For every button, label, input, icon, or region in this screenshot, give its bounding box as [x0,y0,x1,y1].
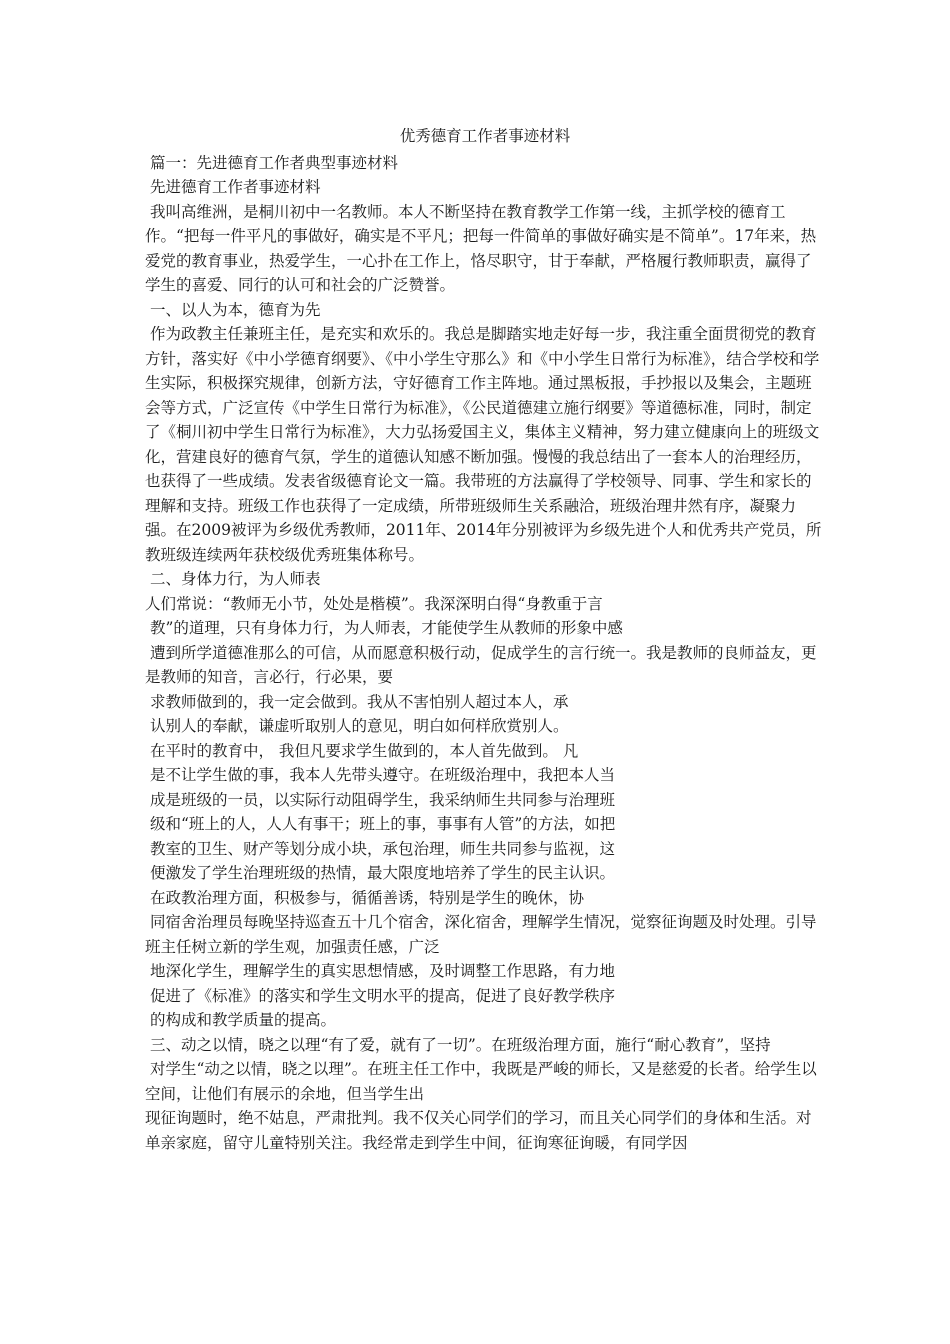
text-paragraph: 教”的道理，只有身体力行，为人师表，才能使学生从教师的形象中感 [145,619,623,637]
text-paragraph: 地深化学生，理解学生的真实思想情感，及时调整工作思路，有力地 [145,962,615,980]
document-page [145,124,825,1155]
text-paragraph: 对学生“动之以情，晓之以理”。在班主任工作中，我既是严峻的师长，又是慈爱的长者。给学生以空间，让他们有展示的余地，但当学生出 [145,1060,817,1103]
text-paragraph: 的构成和教学质量的提高。 [145,1011,336,1029]
text-paragraph: 成是班级的一员，以实际行动阻碍学生，我采纳师生共同参与治理班 [145,790,615,809]
text-paragraph: 人们常说：“教师无小节，处处是楷模”。我深深明白得“身教重于言 [145,594,603,613]
text-paragraph: 求教师做到的，我一定会做到。我从不害怕别人超过本人，承 [145,692,569,711]
text-paragraph: 二、身体力行，为人师表 [145,570,321,588]
text-paragraph: 先进德育工作者事迹材料 [145,178,321,196]
text-paragraph: 同宿舍治理员每晚坚持巡查五十几个宿舍，深化宿舍，理解学生情况，觉察征询题及时处理。引导班主任树立新的学生观，加强责任感，广泛 [145,913,817,956]
document-title: 优秀德育工作者事迹材料 [399,127,571,145]
text-paragraph: 作为政教主任兼班主任，是充实和欢乐的。我总是脚踏实地走好每一步，我注重全面贯彻党的教育方针，落实好《中小学德育纲要》、《中小学生守那么》和《中小学生日常行为标准》，结合学校和学生实际，积极探究规律，创新方法，守好德育工作主阵地。通过黑板报，手抄报以及集会，主题班会等方式，广泛宣传《中学生日常行为标准》，《公民道德建立施行纲要》等道德标准，同时，制定了《桐川初中学生日常行为标准》，大力弘扬爱国主义，集体主义精神，努力建立健康向上的班级文化，营建良好的德育气氛，学生的道德认知感不断加强。慢慢的我总结出了一套本人的治理经历，也获得了一些成绩。发表省级德育论文一篇。我带班的方法赢得了学校领导、同事、学生和家长的理解和支持。班级工作也获得了一定成绩，所带班级师生关系融洽，班级治理井然有序，凝聚力强。在2009被评为乡级优秀教师，2011年、2014年分别被评为乡级先进个人和优秀共产党员，所教班级连续两年获校级优秀班集体称号。 [145,325,822,564]
text-paragraph: 一、以人为本，德育为先 [145,300,321,319]
text-paragraph: 是不让学生做的事，我本人先带头遵守。在班级治理中，我把本人当 [145,766,615,784]
text-paragraph: 级和“班上的人，人人有事干；班上的事，事事有人管”的方法，如把 [145,815,616,833]
text-paragraph: 现征询题时，绝不姑息，严肃批判。我不仅关心同学们的学习，而且关心同学们的身体和生活。对单亲家庭，留守儿童特别关注。我经常走到学生中间，征询寒征询暖，有同学因 [145,1109,812,1152]
text-paragraph: 三、动之以情，晓之以理“有了爱，就有了一切”。在班级治理方面，施行“耐心教育”，坚持 [145,1035,771,1054]
text-paragraph: 我叫高维洲，是桐川初中一名教师。本人不断坚持在教育教学工作第一线，主抓学校的德育工作。“把每一件平凡的事做好，确实是不平凡；把每一件简单的事做好确实是不简单”。17年来，热爱党的教育事业，热爱学生，一心扑在工作上，恪尽职守，甘于奉献，严格履行教师职责，赢得了学生的喜爱、同行的认可和社会的广泛赞誉。 [145,202,817,294]
text-paragraph: 促进了《标准》的落实和学生文明水平的提高，促进了良好教学秩序 [145,986,615,1005]
text-paragraph: 遭到所学道德准那么的可信，从而愿意积极行动，促成学生的言行统一。我是教师的良师益友，更是教师的知音，言必行，行必果，要 [145,643,817,686]
text-paragraph: 便激发了学生治理班级的热情，最大限度地培养了学生的民主认识。 [145,864,615,882]
text-paragraph: 篇一：先进德育工作者典型事迹材料 [145,153,398,172]
text-paragraph: 在平时的教育中， 我但凡要求学生做到的，本人首先做到。 凡 [145,741,579,760]
text-paragraph: 认别人的奉献，谦虚听取别人的意见，明白如何样欣赏别人。 [145,717,569,735]
text-paragraph: 教室的卫生、财产等划分成小块，承包治理，师生共同参与监视，这 [145,839,615,858]
document-body [145,151,825,1156]
text-paragraph: 在政教治理方面，积极参与，循循善诱，特别是学生的晚休，协 [145,888,584,907]
